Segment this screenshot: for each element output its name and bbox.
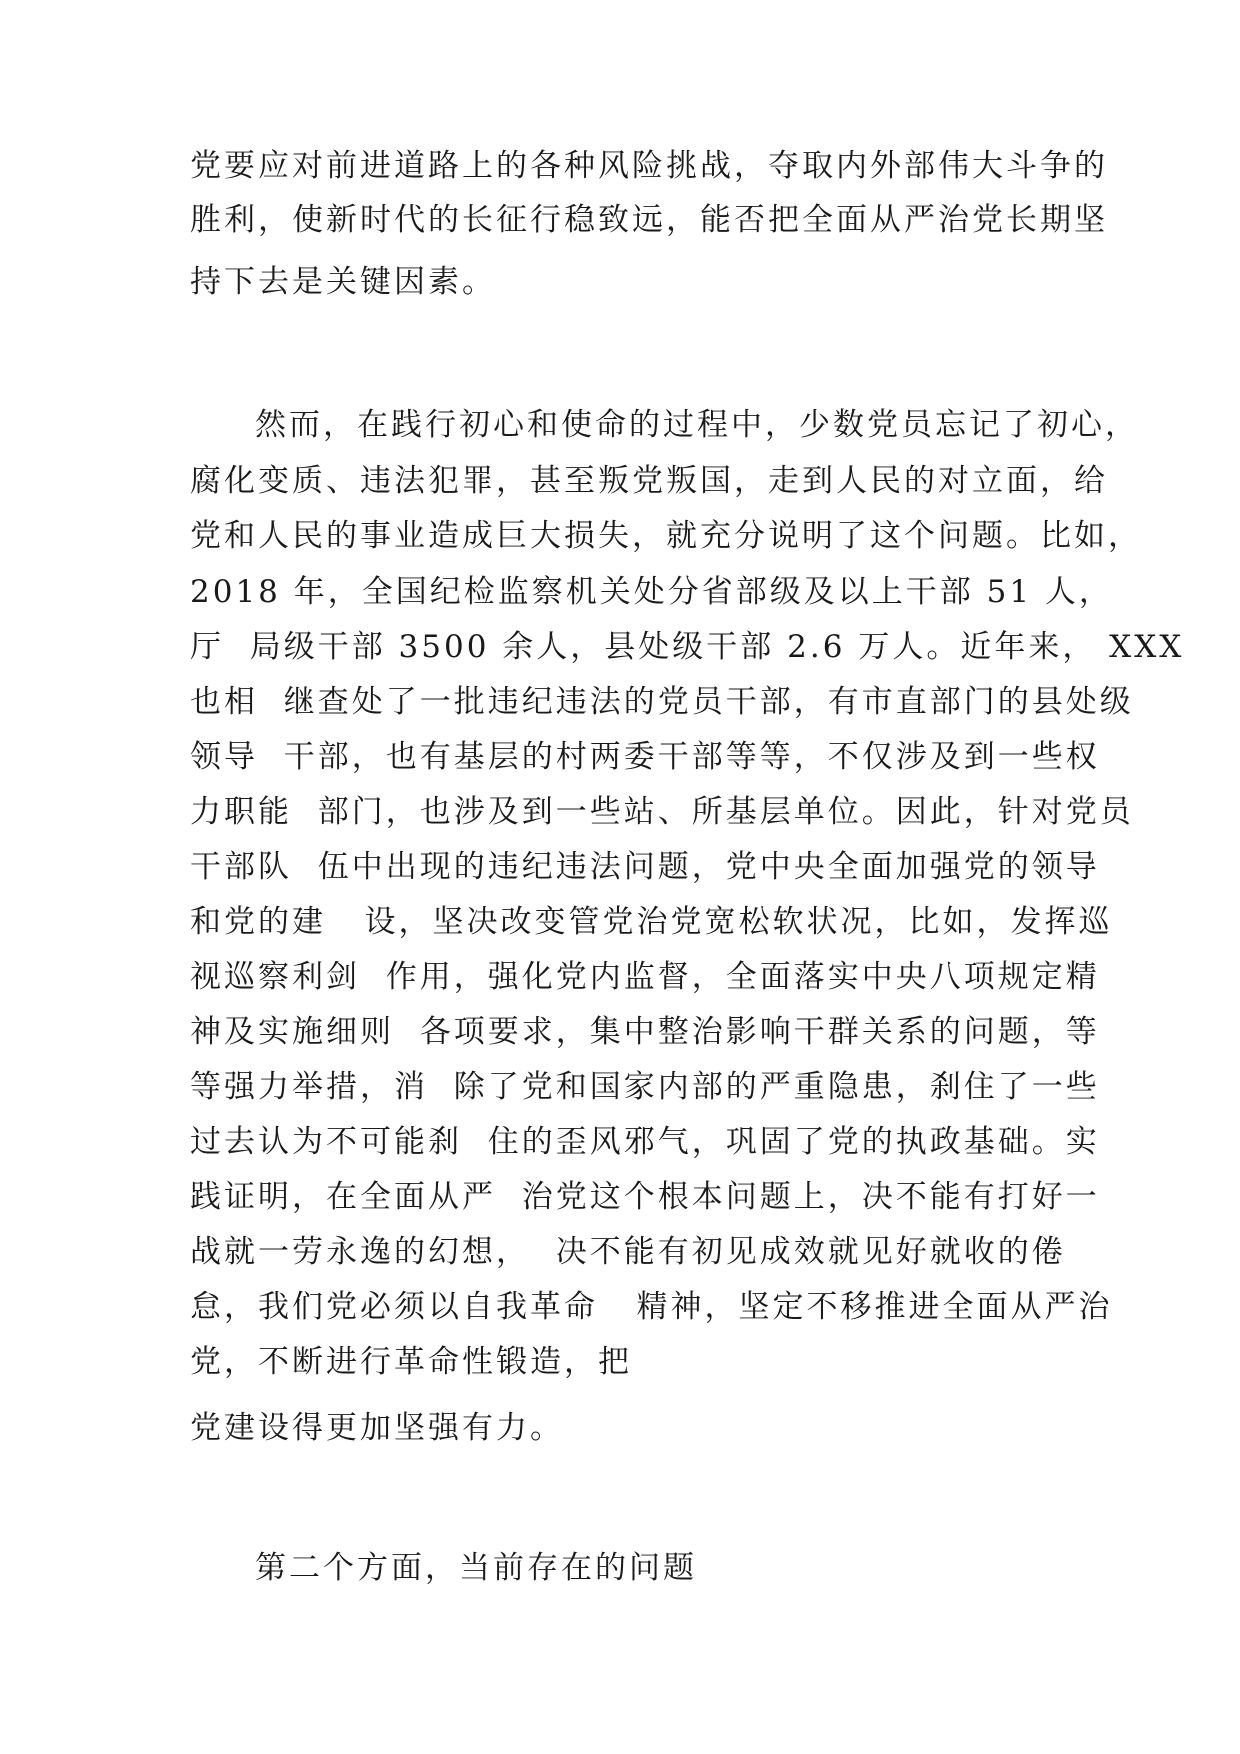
paragraph-2-line-14: 过去认为不可能刹 住的歪风邪气，巩固了党的执政基础。实 bbox=[190, 1124, 1100, 1160]
paragraph-1-line-2: 胜利，使新时代的长征行稳致远，能否把全面从严治党长期坚 bbox=[190, 202, 1108, 238]
paragraph-1-line-3: 持下去是关键因素。 bbox=[190, 264, 496, 300]
paragraph-2-line-9: 干部队 伍中出现的违纪违法问题，党中央全面加强党的领导 bbox=[190, 849, 1100, 885]
paragraph-2-line-15: 践证明，在全面从严 治党这个根本问题上，决不能有打好一 bbox=[190, 1179, 1100, 1215]
paragraph-2-line-2: 腐化变质、违法犯罪，甚至叛党叛国，走到人民的对立面，给 bbox=[190, 463, 1108, 499]
paragraph-1-line-1: 党要应对前进道路上的各种风险挑战，夺取内外部伟大斗争的 bbox=[190, 148, 1108, 184]
paragraph-2-line-3: 党和人民的事业造成巨大损失，就充分说明了这个问题。比如， bbox=[190, 518, 1142, 554]
paragraph-2-line-10: 和党的建 设，坚决改变管党治党宽松软状况，比如，发挥巡 bbox=[190, 904, 1113, 940]
paragraph-2-line-17: 怠，我们党必须以自我革命 精神，坚定不移推进全面从严治 bbox=[190, 1289, 1113, 1325]
paragraph-2-line-8: 力职能 部门，也涉及到一些站、所基层单位。因此，针对党员 bbox=[190, 794, 1134, 830]
paragraph-2-line-6: 也相 继查处了一批违纪违法的党员干部，有市直部门的县处级 bbox=[190, 684, 1134, 720]
paragraph-2-line-7: 领导 干部，也有基层的村两委干部等等，不仅涉及到一些权 bbox=[190, 739, 1100, 775]
paragraph-2-line-16: 战就一劳永逸的幻想， 决不能有初见成效就见好就收的倦 bbox=[190, 1234, 1066, 1270]
section-heading-problems: 第二个方面，当前存在的问题 bbox=[255, 1550, 697, 1586]
paragraph-2-line-12: 神及实施细则 各项要求，集中整治影响干群关系的问题，等 bbox=[190, 1014, 1100, 1050]
paragraph-2-line-11: 视巡察利剑 作用，强化党内监督，全面落实中央八项规定精 bbox=[190, 959, 1100, 995]
paragraph-2-line-18: 党，不断进行革命性锻造，把 bbox=[190, 1344, 632, 1380]
paragraph-2-line-19: 党建设得更加坚强有力。 bbox=[190, 1410, 564, 1446]
paragraph-2-line-4: 2018 年，全国纪检监察机关处分省部级及以上干部 51 人， bbox=[190, 574, 1113, 610]
paragraph-2-line-5: 厅 局级干部 3500 余人，县处级干部 2.6 万人。近年来， XXX bbox=[190, 629, 1185, 665]
paragraph-2-line-1: 然而，在践行初心和使命的过程中，少数党员忘记了初心， bbox=[255, 407, 1139, 443]
paragraph-2-line-13: 等强力举措，消 除了党和国家内部的严重隐患，刹住了一些 bbox=[190, 1069, 1100, 1105]
